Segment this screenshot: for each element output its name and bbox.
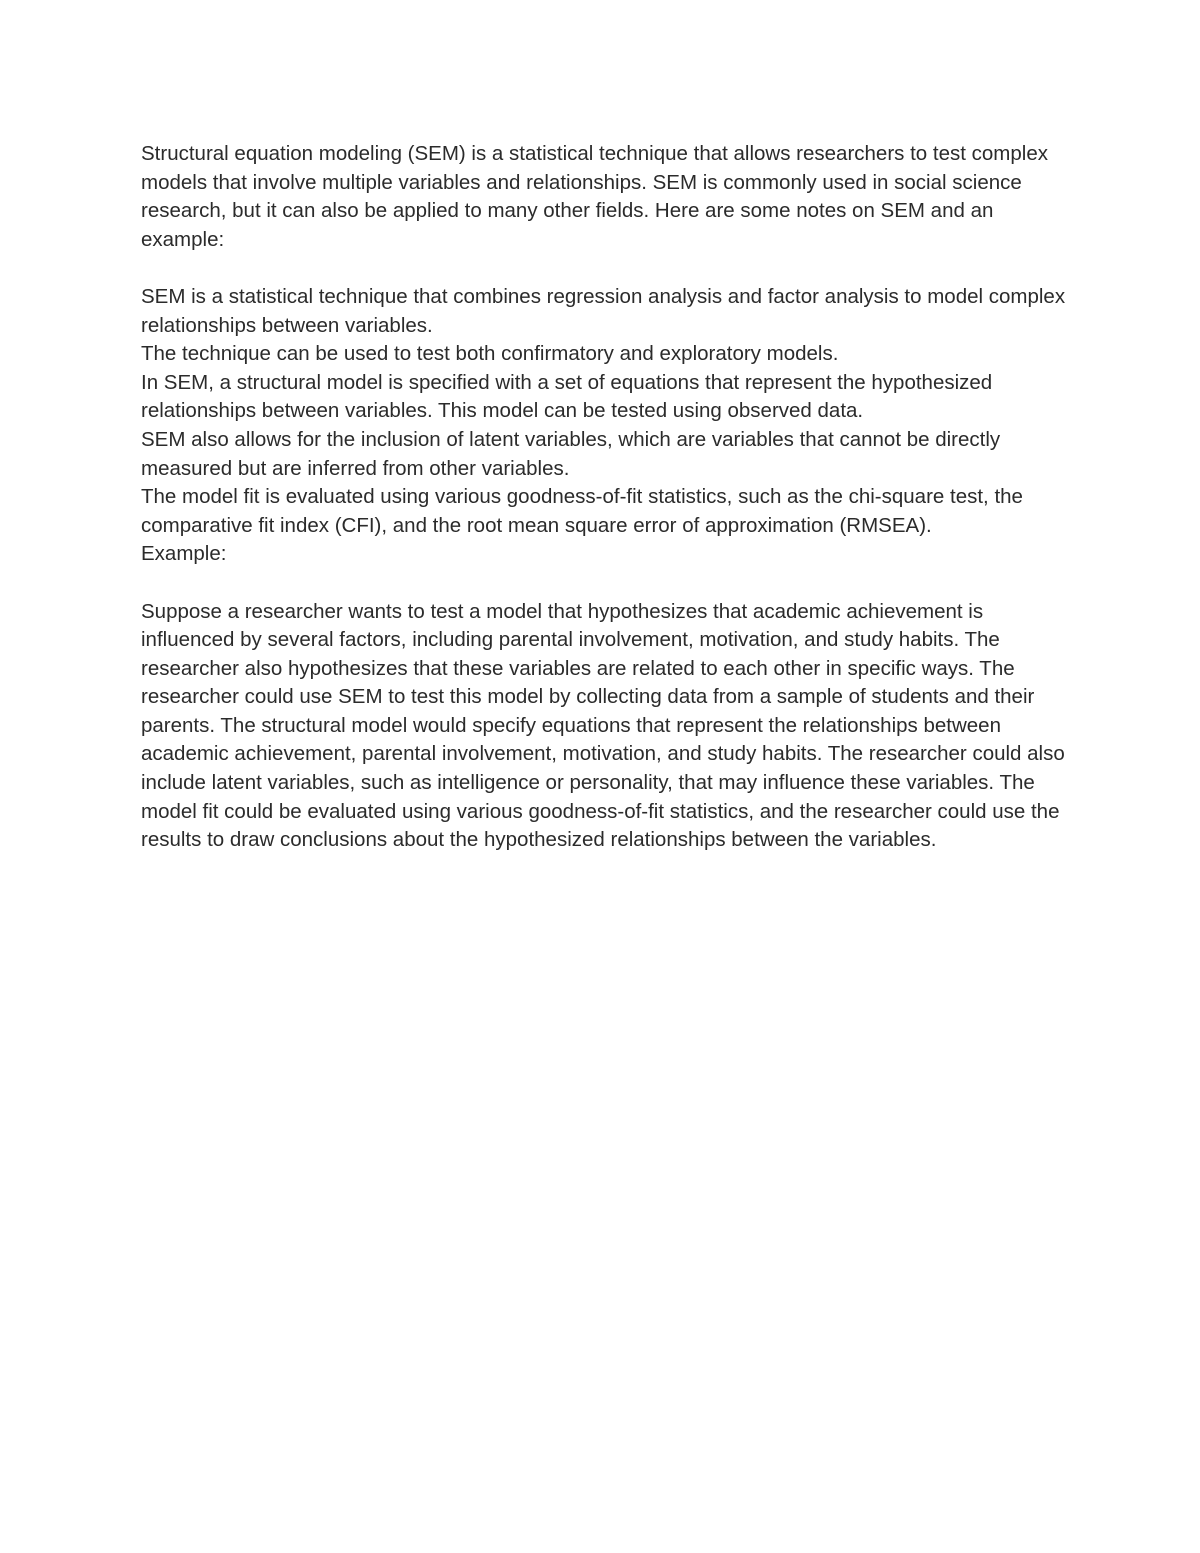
note-line: The model fit is evaluated using various goodness-of-fit statistics, such as the chi-square test, the comparative fit index (CFI), and the root mean square error of approximation (RMSEA). [141, 485, 1023, 537]
note-line: SEM is a statistical technique that combines regression analysis and factor analysis to model complex relationships between variables. [141, 284, 1066, 337]
paragraph-spacer [141, 569, 1066, 598]
document-body [141, 140, 1066, 855]
note-line: The technique can be used to test both confirmatory and exploratory models. [141, 342, 839, 366]
intro-paragraph: Structural equation modeling (SEM) is a statistical technique that allows researchers to test complex models that involve multiple variables and relationships. SEM is commonly used in social science research, but it can also be applied to many other fields. Here are some notes on SEM and an example: [141, 142, 1048, 251]
paragraph-spacer [141, 254, 1066, 283]
example-paragraph: Suppose a researcher wants to test a model that hypothesizes that academic achievement is influenced by several factors, including parental involvement, motivation, and study habits. The researcher also hypothesizes that these variables are related to each other in specific ways. The researcher could use SEM to test this model by collecting data from a sample of students and their parents. The structural model would specify equations that represent the relationships between academic achievement, parental involvement, motivation, and study habits. The researcher could also include latent variables, such as intelligence or personality, that may influence these variables. The model fit could be evaluated using various goodness-of-fit statistics, and the researcher could use the results to draw conclusions about the hypothesized relationships between the variables. [141, 599, 1065, 852]
note-line: SEM also allows for the inclusion of latent variables, which are variables that cannot be directly measured but are inferred from other variables. [141, 427, 1001, 480]
note-line: In SEM, a structural model is specified with a set of equations that represent the hypothesized relationships between variables. This model can be tested using observed data. [141, 370, 993, 423]
example-heading: Example: [141, 542, 227, 566]
